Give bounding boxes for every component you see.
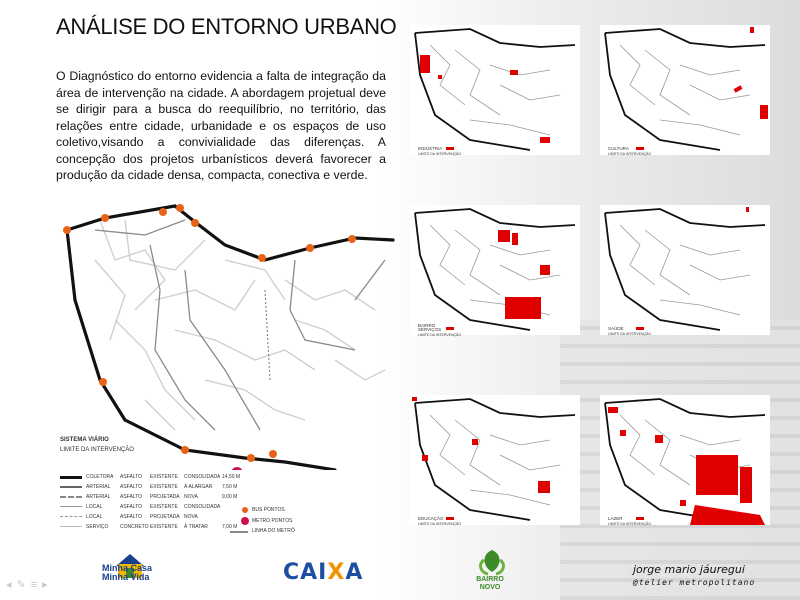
legend-type: COLETORA xyxy=(86,474,114,480)
bus-stop xyxy=(101,214,109,222)
mcmv-line2: Minha Vida xyxy=(102,572,150,582)
minimap-key-swatch xyxy=(636,327,644,330)
minimap-label: SAÚDE xyxy=(608,326,624,331)
line-swatch-service xyxy=(60,526,82,527)
minimap-education xyxy=(410,395,580,525)
legend-type: ARTERIAL xyxy=(86,494,111,500)
minimap-drawing xyxy=(600,205,770,335)
legend-material: ASFALTO xyxy=(120,484,143,490)
previous-arrow-icon[interactable]: ◂ xyxy=(6,579,17,591)
bus-stop xyxy=(306,244,314,252)
legend-status: PROJETADA xyxy=(150,514,180,520)
caixa-part2: A xyxy=(345,560,364,585)
minimap-label: INDÚSTRIA xyxy=(418,146,443,151)
road-system-map xyxy=(55,200,395,470)
minimap-key-swatch xyxy=(636,517,644,520)
line-swatch-local xyxy=(60,506,82,507)
minimap-label: LAZER xyxy=(608,516,623,521)
minimap-key: LIMITE DA INTERVENÇÃO xyxy=(608,522,652,526)
legend-type: ARTERIAL xyxy=(86,484,111,490)
legend-type: LOCAL xyxy=(86,514,103,520)
minimap-services xyxy=(410,205,580,335)
bairro-line2: NOVO xyxy=(479,584,501,591)
bairro-line1: BAIRRO xyxy=(476,576,504,583)
legend-status: EXISTENTE xyxy=(150,524,178,530)
legend-condition: CONSOLIDADA xyxy=(184,474,221,480)
bus-stop xyxy=(63,226,71,234)
minimap-key-swatch xyxy=(446,327,454,330)
legend-material: ASFALTO xyxy=(120,514,143,520)
caixa-part1: CAI xyxy=(283,560,328,585)
bus-stop xyxy=(176,204,184,212)
legend-row xyxy=(60,473,280,481)
bus-stop xyxy=(348,235,356,243)
minimap-drawing xyxy=(600,395,770,525)
minimap-key-swatch xyxy=(446,517,454,520)
metro-line-key-label: LINHA DO METRÔ xyxy=(252,528,295,534)
minimap-key-swatch xyxy=(636,147,644,150)
legend-status: EXISTENTE xyxy=(150,504,178,510)
legend-condition: NOVA xyxy=(184,514,198,520)
next-arrow-icon[interactable]: ▸ xyxy=(42,579,53,591)
caixa-x: X xyxy=(327,560,346,585)
minimap-key: LIMITE DA INTERVENÇÃO xyxy=(418,152,462,156)
line-swatch-arterial-projected xyxy=(60,496,82,498)
minimap-drawing xyxy=(410,25,580,155)
bus-stop xyxy=(258,254,266,262)
minimap-label: BAIRRO SERVIÇOS xyxy=(418,323,442,332)
legend-condition: À TRATAR xyxy=(184,524,208,530)
minimap-drawing xyxy=(600,25,770,155)
legend-width: 9,00 M xyxy=(222,494,238,500)
road-legend xyxy=(60,437,380,547)
metro-stop-key-label: METRO PONTOS xyxy=(252,518,293,524)
mcmv-line1: Minha Casa xyxy=(102,563,153,573)
minimap-key: LIMITE DA INTERVENÇÃO xyxy=(608,332,652,336)
legend-status: PROJETADA xyxy=(150,494,180,500)
line-swatch-local-projected xyxy=(60,516,82,517)
mcmv-wordmark xyxy=(102,564,162,582)
intro-paragraph: O Diagnóstico do entorno evidencia a falta de integração da área de intervenção na cidade. A abordagem projetual deve se dirigir para a busca do reequilíbrio, no território, das relações entre cidade, urbanidade e os espaços de uso coletivo,visando a convivialidade das diferenças. A concepção dos projetos urbanísticos deverá favorecer a produção da cidade densa, compacta, conectiva e verde. xyxy=(56,69,386,182)
author-name: jorge mario jáuregui xyxy=(633,563,745,576)
slide-nav xyxy=(6,578,53,591)
minimap-industry xyxy=(410,25,580,155)
pen-icon[interactable]: ✎ xyxy=(16,579,31,591)
minimap-label: EDUCAÇÃO xyxy=(418,516,444,521)
legend-condition: NOVA xyxy=(184,494,198,500)
legend-condition: CONSOLIDADA xyxy=(184,504,221,510)
minimap-key-swatch xyxy=(446,147,454,150)
author-studio: @telier metropolitano xyxy=(633,578,756,587)
legend-material: CONCRETO xyxy=(120,524,149,530)
legend-width: 7,00 M xyxy=(222,524,238,530)
legend-status: EXISTENTE xyxy=(150,474,178,480)
legend-title: SISTEMA VIÁRIO xyxy=(60,437,109,443)
bairro-novo-wordmark xyxy=(470,576,510,592)
footer xyxy=(0,540,800,600)
minimap-drawing xyxy=(410,395,580,525)
legend-status: EXISTENTE xyxy=(150,484,178,490)
legend-condition: À ALARGAR xyxy=(184,484,213,490)
bus-stop-key-icon xyxy=(242,507,248,513)
legend-material: ASFALTO xyxy=(120,504,143,510)
minimap-label: CULTURA xyxy=(608,146,629,151)
page-title: ANÁLISE DO ENTORNO URBANO xyxy=(56,14,397,39)
minimap-key: LIMITE DA INTERVENÇÃO xyxy=(418,333,462,337)
bus-stop-key-label: BUS PONTOS xyxy=(252,507,285,513)
line-swatch-arterial xyxy=(60,486,82,488)
caixa-logo xyxy=(283,560,363,585)
legend-material: ASFALTO xyxy=(120,494,143,500)
bus-stop xyxy=(159,208,167,216)
legend-width: 14,50 M xyxy=(222,474,241,480)
legend-type: LOCAL xyxy=(86,504,103,510)
minimap-key: LIMITE DA INTERVENÇÃO xyxy=(608,152,652,156)
legend-row xyxy=(60,483,280,491)
minimap-drawing xyxy=(410,205,580,335)
metro-stop-key-icon xyxy=(241,517,249,525)
minimap-health xyxy=(600,205,770,335)
menu-icon[interactable]: ≡ xyxy=(30,579,43,591)
bus-stop xyxy=(191,219,199,227)
legend-type: SERVIÇO xyxy=(86,524,109,530)
bus-stop xyxy=(99,378,107,386)
minimap-leisure xyxy=(600,395,770,525)
legend-row xyxy=(60,493,280,501)
minimap-key: LIMITE DA INTERVENÇÃO xyxy=(418,522,462,526)
legend-material: ASFALTO xyxy=(120,474,143,480)
minimap-culture xyxy=(600,25,770,155)
legend-subtitle: LIMITE DA INTERVENÇÃO xyxy=(60,447,134,453)
legend-width: 7,50 M xyxy=(222,484,238,490)
line-swatch-collector xyxy=(60,476,82,479)
metro-line-key-icon xyxy=(230,531,248,533)
